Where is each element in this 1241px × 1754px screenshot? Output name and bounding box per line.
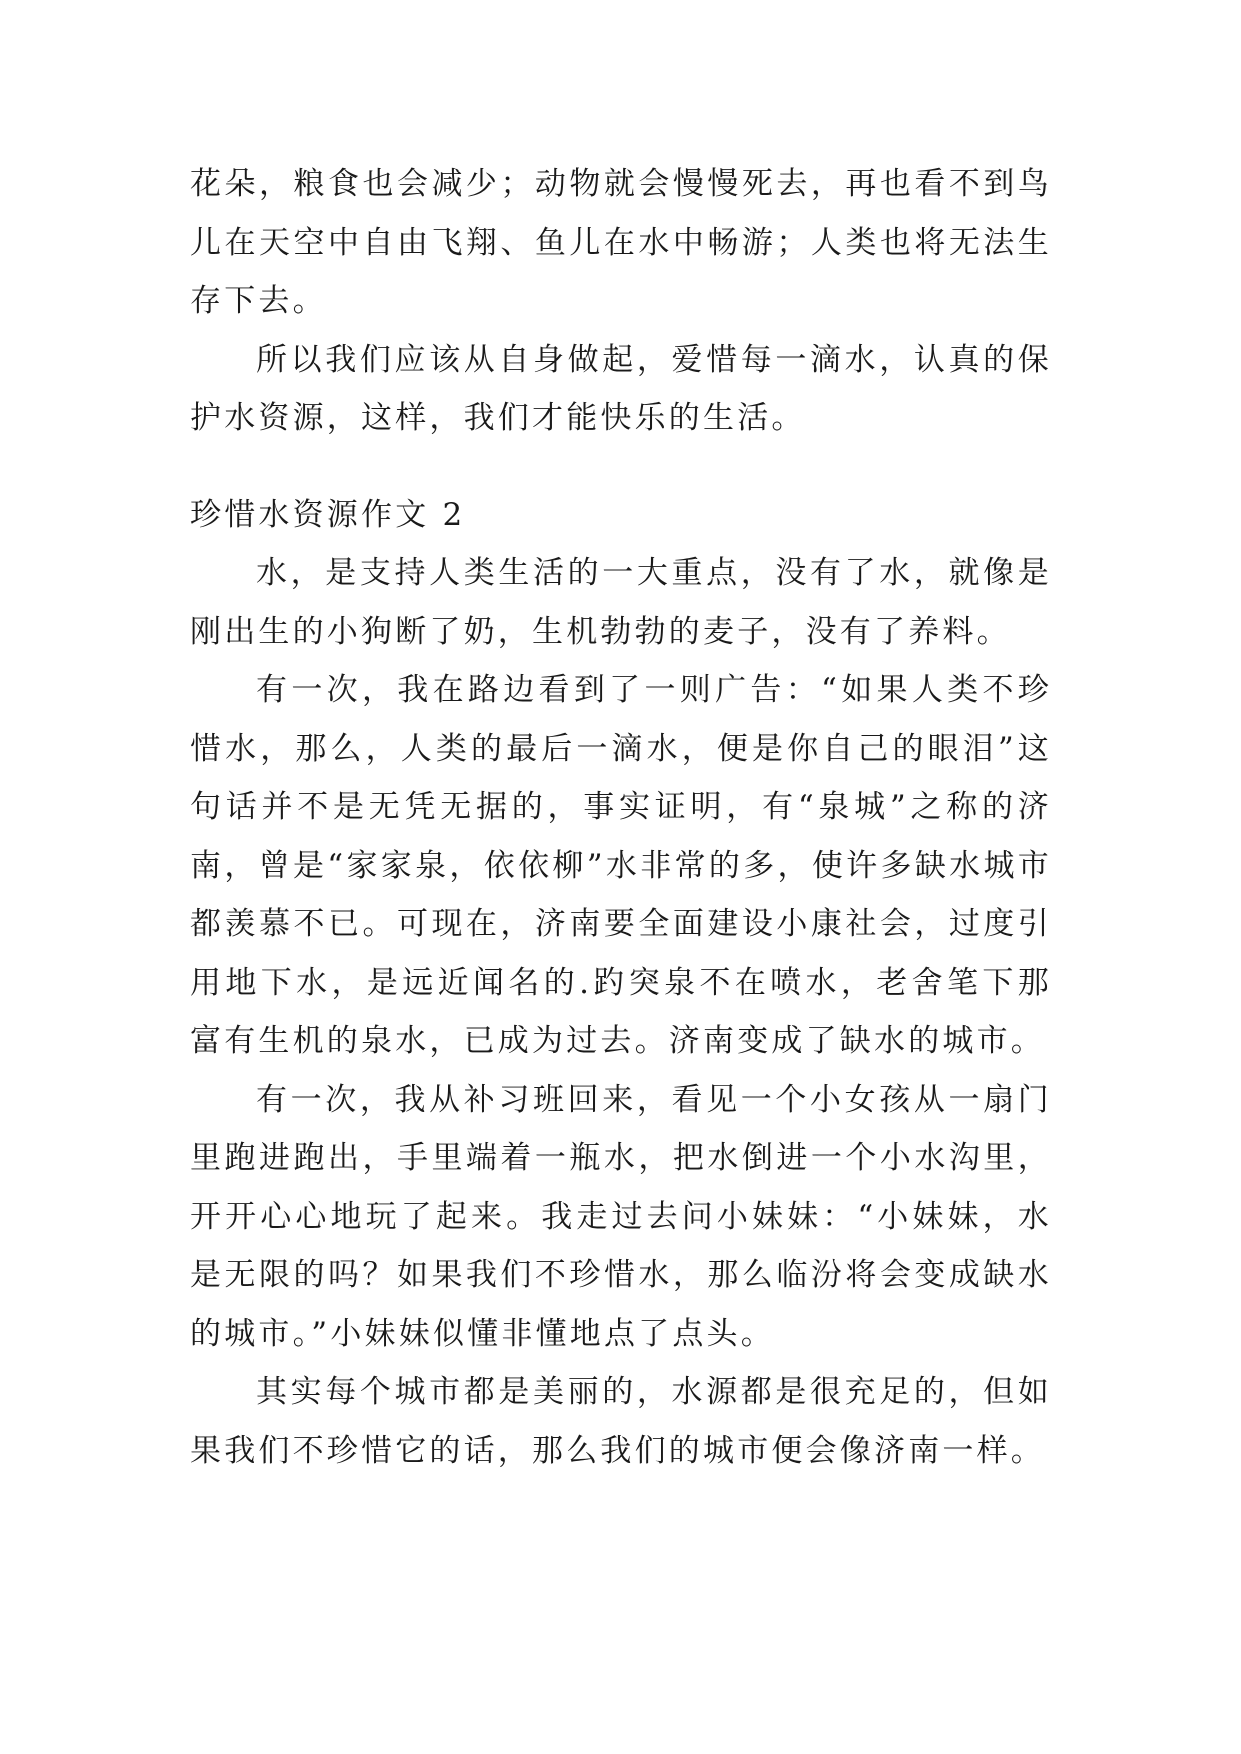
document-body [190,155,1052,1480]
section-gap [190,448,1052,486]
paragraph-continuation: 花朵，粮食也会减少；动物就会慢慢死去，再也看不到鸟儿在天空中自由飞翔、鱼儿在水中畅游；人类也将无法生存下去。 [190,166,1052,319]
section-title: 珍惜水资源作文 2 [190,496,466,533]
paragraph-conclusion: 所以我们应该从自身做起，爱惜每一滴水，认真的保护水资源，这样，我们才能快乐的生活。 [190,341,1052,436]
paragraph-intro: 水，是支持人类生活的一大重点，没有了水，就像是刚出生的小狗断了奶，生机勃勃的麦子，没有了养料。 [190,555,1052,650]
paragraph-little-girl: 有一次，我从补习班回来，看见一个小女孩从一扇门里跑进跑出，手里端着一瓶水，把水倒进一个小水沟里，开开心心地玩了起来。我走过去问小妹妹：“小妹妹，水是无限的吗？如果我们不珍惜水，那么临汾将会变成缺水的城市。”小妹妹似懂非懂地点了点头。 [190,1081,1052,1352]
paragraph-ending: 其实每个城市都是美丽的，水源都是很充足的，但如果我们不珍惜它的话，那么我们的城市便会像济南一样。 [190,1374,1052,1469]
paragraph-jinan: 有一次，我在路边看到了一则广告：“如果人类不珍惜水，那么，人类的最后一滴水，便是你自己的眼泪”这句话并不是无凭无据的，事实证明，有“泉城”之称的济南，曾是“家家泉，依依柳”水非常的多，使许多缺水城市都羡慕不已。可现在，济南要全面建设小康社会，过度引用地下水，是远近闻名的.趵突泉不在喷水，老舍笔下那富有生机的泉水，已成为过去。济南变成了缺水的城市。 [190,672,1052,1059]
